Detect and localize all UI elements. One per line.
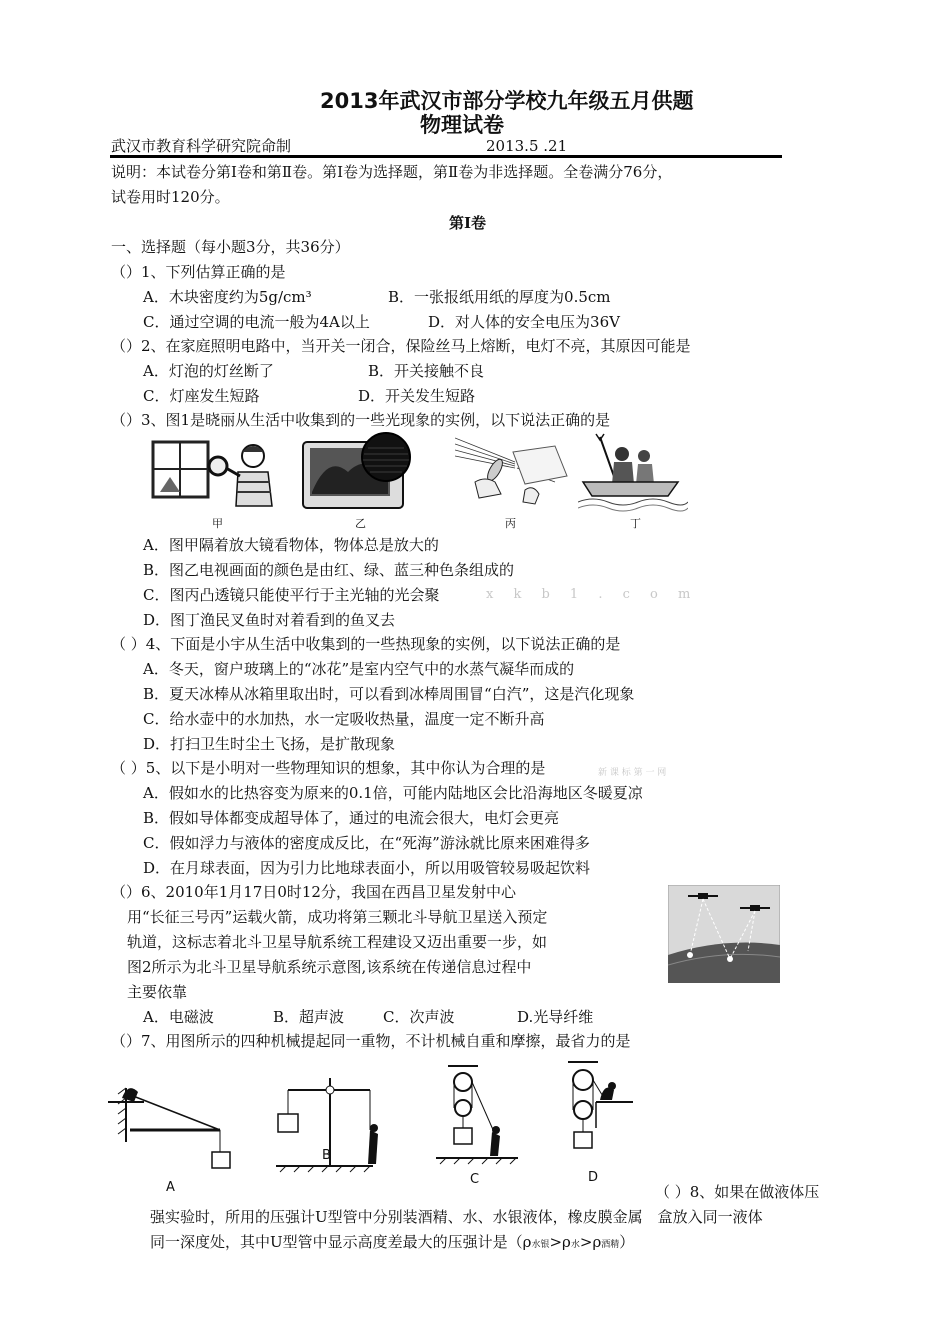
q8-sub-mercury: 水银 — [531, 1240, 550, 1250]
q7-stem: （）7、用图所示的四种机械提起同一重物，不计机械自重和摩擦，最省力的是 — [111, 1032, 631, 1050]
fig2-beidou-satellites — [668, 885, 780, 983]
q1-option-c: C．通过空调的电流一般为4A以上 — [143, 313, 370, 331]
q5-option-d: D．在月球表面，因为引力比地球表面小，所以用吸管较易吸起饮料 — [143, 859, 591, 877]
machine-c-pulleys — [436, 1066, 518, 1164]
fig-q7-machines — [108, 1058, 638, 1198]
q4-option-c: C．给水壶中的水加热，水一定吸收热量，温度一定不断升高 — [143, 710, 545, 728]
fig-yi-television — [298, 432, 428, 512]
fig-bing-lens — [455, 432, 575, 512]
q6-line-1: （）6、2010年1月17日0时12分，我国在西昌卫星发射中心 — [111, 883, 516, 901]
fig1-label-yi: 乙 — [355, 517, 366, 530]
fig-q7-label-a: A — [166, 1180, 175, 1195]
q4-stem: （ ）4、下面是小宇从生活中收集到的一些热现象的实例，以下说法正确的是 — [111, 635, 621, 653]
q8-line-3-text: 同一深度处，其中U型管中显示高度差最大的压强计是（ρ — [150, 1233, 532, 1251]
q3-stem: （）3、图1是晓丽从生活中收集到的一些光现象的实例，以下说法正确的是 — [111, 411, 611, 429]
q5-option-b: B．假如导体都变成超导体了，通过的电流会很大，电灯会更亮 — [143, 809, 560, 827]
fig-q7-label-b: B — [322, 1148, 331, 1163]
q2-option-a: A．灯泡的灯丝断了 — [143, 362, 274, 380]
exam-subtitle: 物理试卷 — [420, 113, 504, 137]
q6-option-a: A．电磁波 — [143, 1008, 214, 1026]
part-title: 一、选择题（每小题3分，共36分） — [111, 238, 350, 256]
q3-option-a: A．图甲隔着放大镜看物体，物体总是放大的 — [143, 536, 439, 554]
date-line: 2013.5 .21 — [486, 137, 568, 155]
fig1-label-bing: 丙 — [505, 517, 516, 530]
q2-option-b: B．开关接触不良 — [368, 362, 485, 380]
q8-line-3 — [150, 1232, 634, 1255]
q8-sub-alcohol: 酒精 — [601, 1240, 620, 1250]
fig-jia-magnifier — [148, 432, 298, 512]
q3-option-c: C．图丙凸透镜只能使平行于主光轴的光会聚 — [143, 586, 440, 604]
q6-line-4: 图2所示为北斗卫星导航系统示意图,该系统在传递信息过程中 — [127, 958, 532, 976]
q6-option-b: B．超声波 — [273, 1008, 345, 1026]
q2-stem: （）2、在家庭照明电路中，当开关一闭合，保险丝马上熔断，电灯不亮，其原因可能是 — [111, 337, 691, 355]
q6-line-3: 轨道，这标志着北斗卫星导航系统工程建设又迈出重要一步，如 — [127, 933, 548, 951]
q5-stem: （ ）5、以下是小明对一些物理知识的想象，其中你认为合理的是 — [111, 759, 546, 777]
watermark-xkb1: x k b 1 . c o m — [486, 587, 699, 602]
author-line: 武汉市教育科学研究院命制 — [111, 137, 292, 155]
q8-line-1: （ ）8、如果在做液体压 — [655, 1183, 820, 1201]
q3-option-d: D．图丁渔民叉鱼时对着看到的鱼叉去 — [143, 611, 396, 629]
intro-line-2: 试卷用时120分。 — [111, 188, 230, 206]
q8-gt-1: >ρ — [549, 1233, 571, 1251]
q8-close: ） — [619, 1233, 635, 1251]
fig-q7-label-d: D — [588, 1170, 599, 1185]
watermark-xkbdyw: 新 课 标 第 一 网 — [598, 768, 667, 778]
q6-option-c: C．次声波 — [383, 1008, 455, 1026]
section-title: 第Ⅰ卷 — [449, 214, 487, 232]
q1-option-a: A．木块密度约为5g/cm³ — [143, 288, 312, 306]
q2-option-d: D．开关发生短路 — [358, 387, 476, 405]
machine-a-lever — [108, 1088, 230, 1168]
exam-title: 2013年武汉市部分学校九年级五月供题 — [320, 89, 694, 113]
q6-line-2: 用“长征三号丙”运载火箭，成功将第三颗北斗导航卫星送入预定 — [127, 908, 548, 926]
header-divider — [110, 155, 782, 158]
q4-option-d: D．打扫卫生时尘土飞扬，是扩散现象 — [143, 735, 396, 753]
fig-q7-label-c: C — [470, 1172, 480, 1187]
q1-stem: （）1、下列估算正确的是 — [111, 263, 286, 281]
q1-option-b: B．一张报纸用纸的厚度为0.5cm — [388, 288, 611, 306]
q4-option-a: A．冬天，窗户玻璃上的“冰花”是室内空气中的水蒸气凝华而成的 — [143, 660, 575, 678]
intro-line-1: 说明：本试卷分第Ⅰ卷和第Ⅱ卷。第Ⅰ卷为选择题，第Ⅱ卷为非选择题。全卷满分76分， — [111, 163, 673, 181]
q6-option-d: D.光导纤维 — [517, 1008, 594, 1026]
q8-line-2: 强实验时，所用的压强计U型管中分别装酒精、水、水银液体，橡皮膜金属 盒放入同一液体 — [150, 1208, 763, 1226]
q5-option-c: C．假如浮力与液体的密度成反比，在“死海”游泳就比原来困难得多 — [143, 834, 590, 852]
q2-option-c: C．灯座发生短路 — [143, 387, 260, 405]
q1-option-d: D．对人体的安全电压为36V — [428, 313, 620, 331]
fig1-label-jia: 甲 — [212, 517, 223, 530]
q8-sub-water: 水 — [570, 1240, 580, 1250]
q8-gt-2: >ρ — [579, 1233, 602, 1251]
machine-d-pulleys — [568, 1062, 633, 1148]
q5-option-a: A．假如水的比热容变为原来的0.1倍，可能内陆地区会比沿海地区冬暖夏凉 — [143, 784, 643, 802]
fig-ding-fishing — [578, 432, 688, 512]
q4-option-b: B．夏天冰棒从冰箱里取出时，可以看到冰棒周围冒“白汽”，这是汽化现象 — [143, 685, 635, 703]
fig1-label-ding: 丁 — [630, 517, 641, 530]
q3-option-b: B．图乙电视画面的颜色是由红、绿、蓝三种色条组成的 — [143, 561, 515, 579]
q6-line-5: 主要依靠 — [127, 983, 188, 1001]
